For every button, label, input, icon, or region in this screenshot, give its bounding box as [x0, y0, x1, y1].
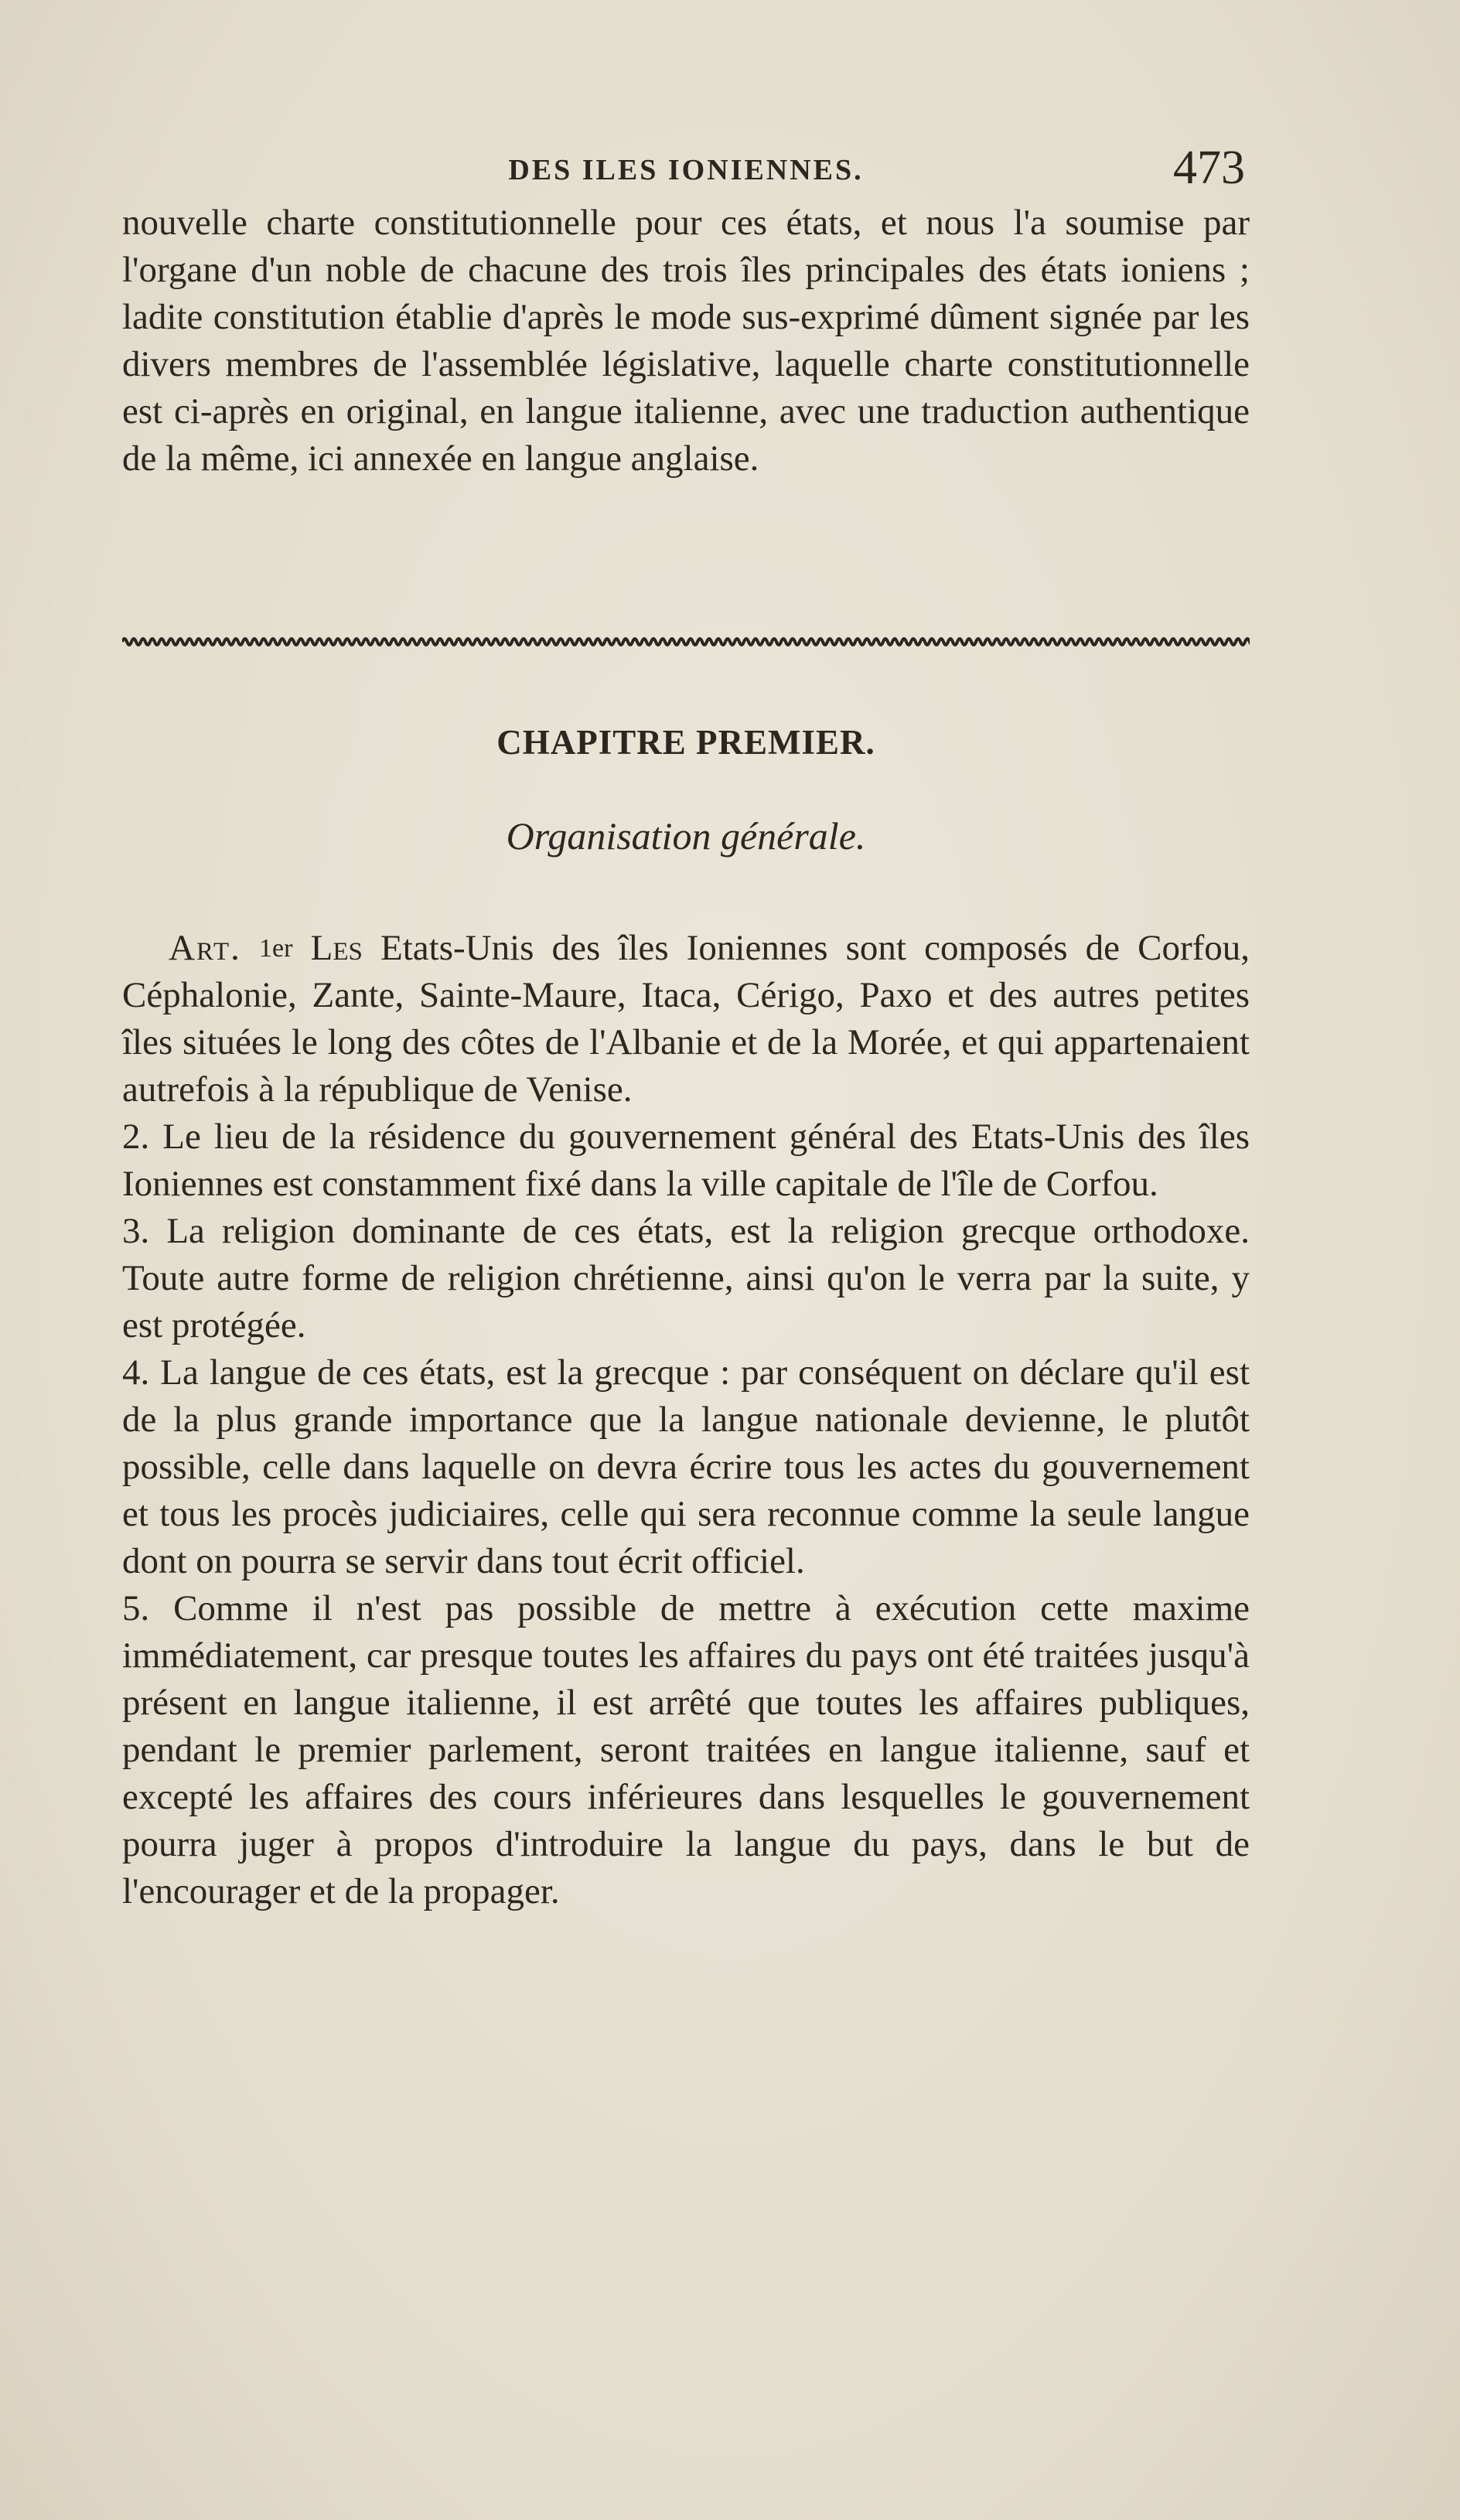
article-text: Etats-Unis des îles Ioniennes sont composés de Corfou, Céphalonie, Zante, Sainte-Maure, Itaca, Cérigo, Paxo et des autres petites îles situées le long des côtes de l'Albanie et de la Morée, et qui appartenaient autrefois à la république de Venise. [122, 928, 1250, 1110]
articles-block [122, 925, 1250, 1915]
article-number: 5. [122, 1588, 150, 1628]
ornamental-divider [122, 633, 1250, 651]
section-title: Organisation générale. [506, 814, 866, 858]
article-1 [122, 925, 1250, 1113]
page-number: 473 [1173, 142, 1245, 194]
article-number: 4. [122, 1352, 150, 1393]
article-text: La religion dominante de ces états, est la religion grecque orthodoxe. Toute autre forme de religion chrétienne, ainsi qu'on le verra par la suite, y est protégée. [122, 1211, 1250, 1345]
article-number: 1er [259, 934, 293, 963]
article-3 [122, 1208, 1250, 1349]
article-text: La langue de ces états, est la grecque : par conséquent on déclare qu'il est de la plus grande importance que la langue nationale devienne, le plutôt possible, celle dans laquelle on devra écrire tous les actes du gouvernement et tous les procès judiciaires, celle qui sera reconnue comme la seule langue dont on pourra se servir dans tout écrit officiel. [122, 1352, 1250, 1581]
intro-paragraph-block [122, 199, 1250, 483]
running-title: DES ILES IONIENNES. [508, 154, 864, 186]
article-text: Comme il n'est pas possible de mettre à exécution cette maxime immédiatement, car presque toutes les affaires du pays ont été traitées jusqu'à présent en langue italienne, il est arrêté que toutes les affaires publiques, pendant le premier parlement, seront traitées en langue italienne, sauf et excepté les affaires des cours inférieures dans lesquelles le gouvernement pourra juger à propos d'introduire la langue du pays, dans le but de l'encourager et de la propager. [122, 1588, 1250, 1911]
article-lead: Les [310, 928, 363, 968]
article-number: 3. [122, 1211, 150, 1251]
intro-paragraph: nouvelle charte constitutionnelle pour ces états, et nous l'a soumise par l'organe d'un noble de chacune des trois îles principales des états ioniens ; ladite constitution établie d'après le mode sus-exprimé dûment signée par les divers membres de l'assemblée législative, laquelle charte constitutionnelle est ci-après en original, en langue italienne, avec une traduction authentique de la même, ici annexée en langue anglaise. [122, 203, 1250, 479]
chapter-title: CHAPITRE PREMIER. [496, 723, 875, 762]
article-5 [122, 1585, 1250, 1915]
running-head [122, 142, 1250, 207]
article-4 [122, 1349, 1250, 1585]
article-2 [122, 1113, 1250, 1208]
article-number: 2. [122, 1117, 150, 1157]
article-text: Le lieu de la résidence du gouvernement général des Etats-Unis des îles Ioniennes est constamment fixé dans la ville capitale de l'île de Corfou. [122, 1117, 1250, 1204]
article-label: Art. [169, 928, 241, 968]
